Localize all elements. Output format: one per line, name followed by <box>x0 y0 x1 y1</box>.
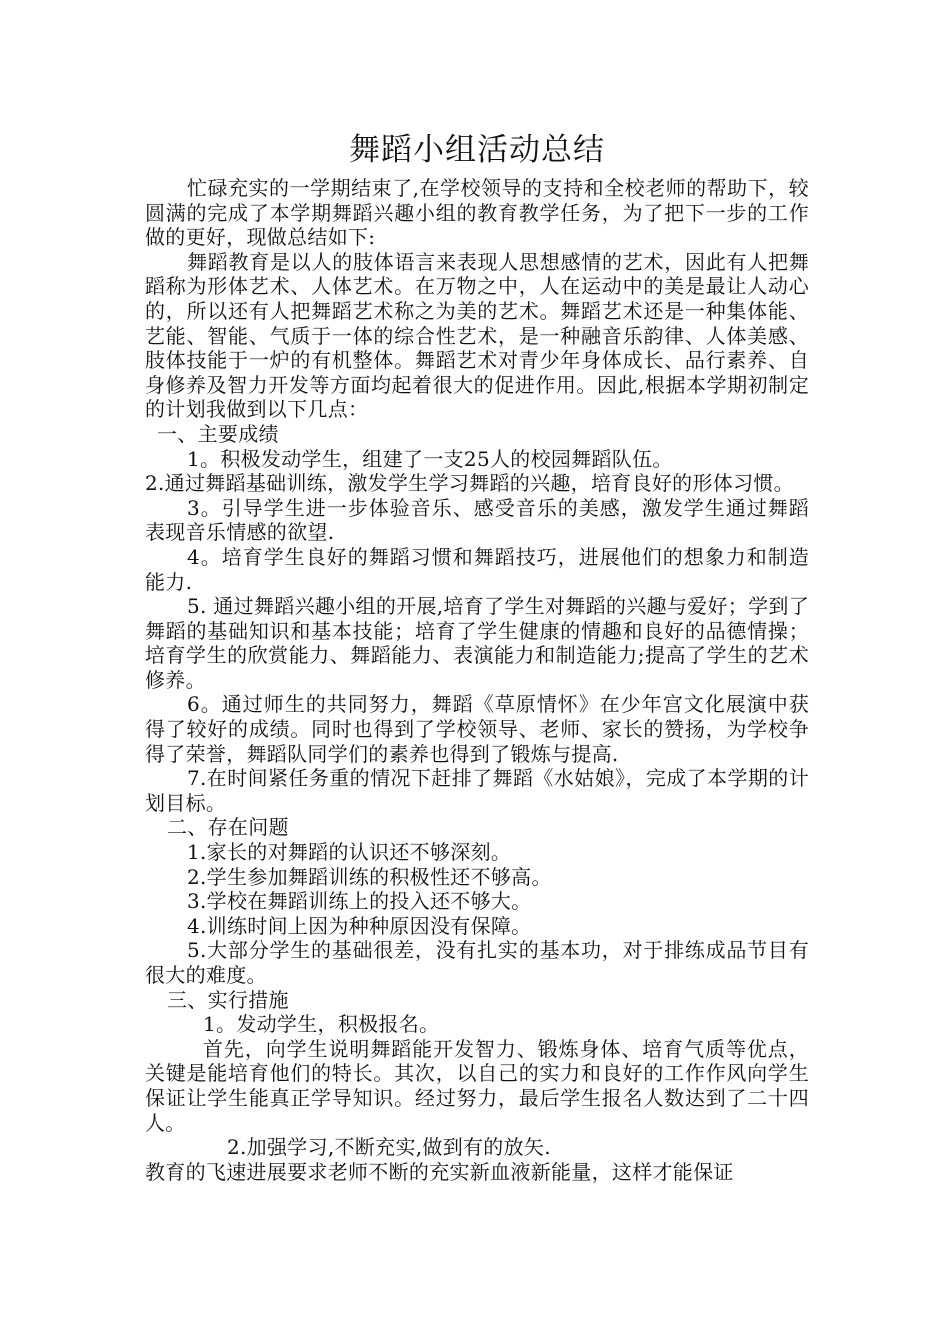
achievement-item: 7.在时间紧任务重的情况下赶排了舞蹈《水姑娘》，完成了本学期的计划目标。 <box>145 766 809 815</box>
measure-item: 1。发动学生，积极报名。 <box>203 1012 440 1037</box>
section-heading-problems: 二、存在问题 <box>167 815 289 840</box>
measure-detail-paragraph: 教育的飞速进展要求老师不断的充实新血液新能量，这样才能保证 <box>145 1159 734 1184</box>
achievement-item: 3。引导学生进一步体验音乐、感受音乐的美感，激发学生通过舞蹈表现音乐情感的欲望. <box>145 495 809 545</box>
dance-education-paragraph: 舞蹈教育是以人的肢体语言来表现人思想感情的艺术，因此有人把舞蹈称为形体艺术、人体艺术。在万物之中，人在运动中的美是最让人动心的，所以还有人把舞蹈艺术称之为美的艺术。舞蹈艺术还是一种集体能、艺能、智能、气质于一体的综合性艺术，是一种融音乐韵律、人体美感、肢体技能于一炉的有机整体。舞蹈艺术对青少年身体成长、品行素养、自身修养及智力开发等方面均起着很大的促进作用。因此,根据本学期初制定的计划我做到以下几点： <box>145 249 809 422</box>
achievement-item: 1。积极发动学生，组建了一支25人的校园舞蹈队伍。 <box>187 446 673 471</box>
achievement-item: 5. 通过舞蹈兴趣小组的开展,培育了学生对舞蹈的兴趣与爱好；学到了舞蹈的基础知识和基本技能；培育了学生健康的情趣和良好的品德情操；培育学生的欣赏能力、舞蹈能力、表演能力和制造能力;提高了学生的艺术修养。 <box>145 594 809 692</box>
problem-item: 5.大部分学生的基础很差，没有扎实的基本功，对于排练成品节目有很大的难度。 <box>145 938 809 987</box>
document-page <box>145 128 809 1184</box>
achievement-item: 4。培育学生良好的舞蹈习惯和舞蹈技巧，进展他们的想象力和制造能力. <box>145 544 809 594</box>
document-title: 舞蹈小组活动总结 <box>349 132 605 168</box>
achievement-item: 6。通过师生的共同努力，舞蹈《草原情怀》在少年宫文化展演中获得了较好的成绩。同时也得到了学校领导、老师、家长的赞扬，为学校争得了荣誉，舞蹈队同学们的素养也得到了锻炼与提高. <box>145 692 809 766</box>
problem-item: 3.学校在舞蹈训练上的投入还不够大。 <box>187 889 532 914</box>
problem-item: 4.训练时间上因为种种原因没有保障。 <box>187 913 532 938</box>
section-heading-measures: 三、实行措施 <box>167 987 289 1012</box>
problem-item: 2.学生参加舞蹈训练的积极性还不够高。 <box>187 864 552 889</box>
measure-detail-paragraph: 首先，向学生说明舞蹈能开发智力、锻炼身体、培育气质等优点，关键是能培育他们的特长。其次，以自己的实力和良好的工作作风向学生保证让学生能真正学导知识。经过努力，最后学生报名人数达到了二十四人。 <box>145 1036 809 1135</box>
measure-item: 2.加强学习,不断充实,做到有的放矢. <box>227 1135 551 1160</box>
achievement-item: 2.通过舞蹈基础训练，激发学生学习舞蹈的兴趣，培育良好的形体习惯。 <box>145 471 794 496</box>
section-heading-achievements: 一、主要成绩 <box>157 421 279 446</box>
problem-item: 1.家长的对舞蹈的认识还不够深刻。 <box>187 840 512 865</box>
intro-paragraph: 忙碌充实的一学期结束了,在学校领导的支持和全校老师的帮助下，较圆满的完成了本学期舞蹈兴趣小组的教育教学任务，为了把下一步的工作做的更好，现做总结如下: <box>145 176 809 250</box>
